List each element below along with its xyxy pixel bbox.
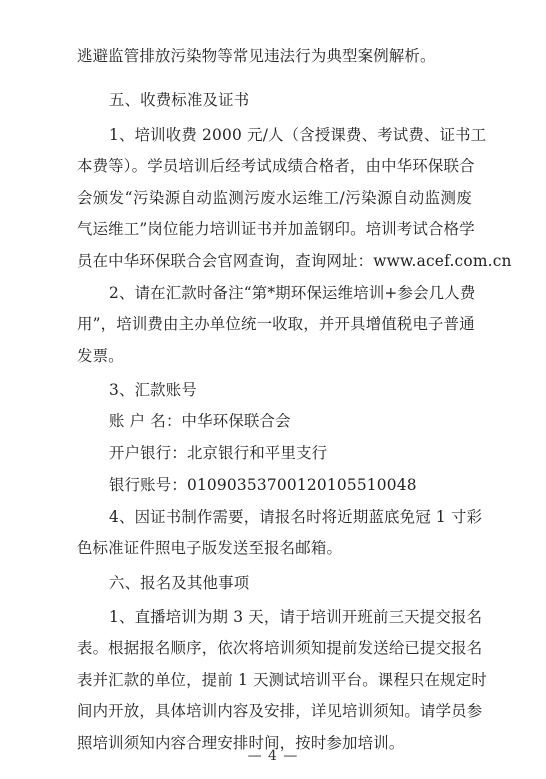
paragraph-line: 1、培训收费 2000 元/人（含授课费、考试费、证书工 <box>109 126 487 144</box>
section-heading: 五、收费标准及证书 <box>109 91 250 109</box>
paragraph-line: 本费等）。学员培训后经考试成绩合格者，由中华环保联合 <box>77 157 475 175</box>
paragraph-line: 员在中华环保联合会官网查询，查询网址：www.acef.com.cn <box>77 252 512 270</box>
paragraph-line: 逃避监管排放污染物等常见违法行为典型案例解析。 <box>77 47 436 65</box>
paragraph-line: 会颁发“污染源自动监测污废水运维工/污染源自动监测废 <box>77 189 472 207</box>
paragraph-line: 2、请在汇款时备注“第*期环保运维培训+参会几人费 <box>109 284 476 302</box>
paragraph-line: 4、因证书制作需要，请报名时将近期蓝底免冠 1 寸彩 <box>109 508 483 526</box>
paragraph-line: 照培训须知内容合理安排时间，按时参加培训。 <box>77 734 405 752</box>
page-number: — 4 — <box>247 748 299 764</box>
subsection-heading: 3、汇款账号 <box>109 381 197 399</box>
paragraph-line: 间内开放，具体培训内容及安排，详见培训须知。请学员参 <box>77 702 483 720</box>
paragraph-line: 气运维工”岗位能力培训证书并加盖钢印。培训考试合格学 <box>77 220 475 238</box>
paragraph-line: 表。根据报名顺序，依次将培训须知提前发送给已提交报名 <box>77 639 483 657</box>
account-number-line: 银行账号：01090353700120105510048 <box>109 476 417 494</box>
paragraph-line: 色标准证件照电子版发送至报名邮箱。 <box>77 539 343 557</box>
section-heading: 六、报名及其他事项 <box>109 574 250 592</box>
bank-name-line: 开户银行：北京银行和平里支行 <box>109 444 328 462</box>
paragraph-line: 用”，培训费由主办单位统一收取，并开具增值税电子普通 <box>77 315 475 333</box>
paragraph-line: 发票。 <box>77 347 124 365</box>
paragraph-line: 1、直播培训为期 3 天，请于培训开班前三天提交报名 <box>109 608 483 626</box>
account-name-line: 账 户 名：中华环保联合会 <box>109 412 291 430</box>
paragraph-line: 表并汇款的单位，提前 1 天测试培训平台。课程只在规定时 <box>77 671 487 689</box>
